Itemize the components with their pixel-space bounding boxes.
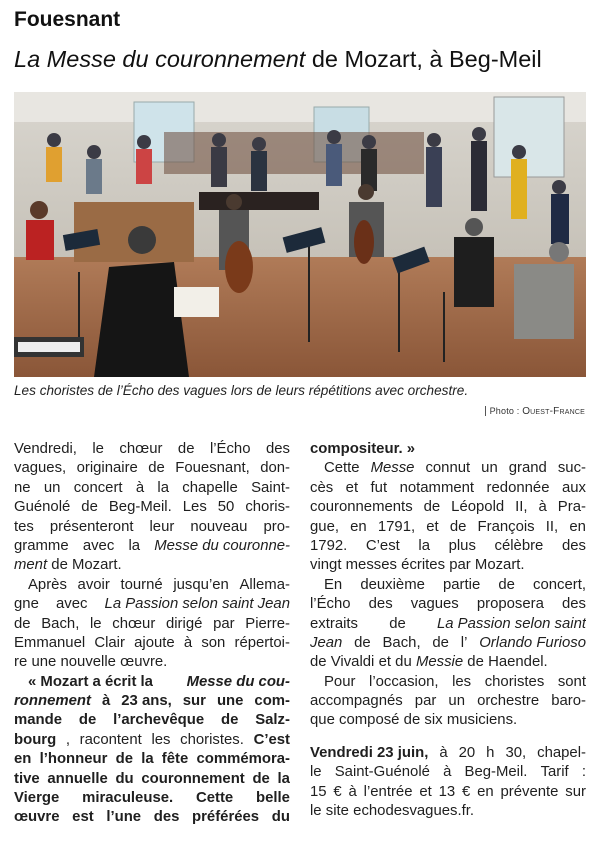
article-word: et — [378, 654, 391, 671]
article-word: La Passion selon saint — [436, 615, 586, 632]
article-line — [310, 802, 586, 821]
article-word: gramme — [14, 537, 69, 554]
article-line — [14, 808, 290, 827]
article-word: grand — [508, 460, 547, 477]
article-word: l’occasion, — [369, 673, 439, 690]
article-line — [310, 518, 586, 537]
article-word: le — [92, 441, 104, 457]
article-word: de — [220, 712, 239, 729]
article-word: miraculeuse. — [82, 790, 174, 807]
article-word: Allema- — [239, 576, 290, 593]
article-word: de — [403, 712, 421, 729]
article-line — [14, 692, 290, 711]
article-line — [14, 595, 290, 614]
headline-rest: de Mozart, à Beg-Meil — [305, 46, 542, 72]
article-word: à — [183, 634, 193, 651]
article-line — [14, 770, 290, 789]
article-word: Haendel. — [488, 654, 548, 671]
article-word: 1792. — [310, 537, 348, 554]
article-word: couronnement — [141, 770, 245, 787]
article-word: Vendredi, — [14, 441, 77, 457]
article-word: bourg — [14, 731, 57, 748]
article-word: du — [115, 770, 134, 787]
article-word: sur — [182, 693, 206, 710]
article-word: que — [310, 712, 335, 729]
article-word: redonnée — [486, 479, 550, 496]
article-word: écrites — [401, 557, 446, 574]
article-word: vingt — [310, 557, 342, 574]
article-word: cès — [310, 479, 334, 496]
article-word: Les — [182, 499, 207, 516]
article-word: à — [101, 693, 111, 710]
article-word: et — [345, 479, 359, 496]
article-word: € — [333, 783, 342, 800]
article-word: 20 — [458, 744, 476, 761]
article-word: Vierge — [14, 790, 60, 807]
article-line — [310, 692, 586, 711]
article-word: fête — [161, 751, 189, 768]
article-word: Léopold — [451, 499, 505, 516]
article-word: et — [426, 518, 439, 535]
article-word: dirigé — [165, 615, 203, 632]
photo-credit — [485, 406, 585, 417]
article-word: par — [414, 693, 437, 710]
article-word: la — [157, 479, 170, 496]
article-word: ne — [14, 479, 31, 496]
article-word: chapelle — [182, 479, 238, 496]
article-word: belle — [256, 790, 290, 807]
article-word: de — [423, 499, 441, 516]
article-word: six — [424, 712, 443, 729]
article-word: gne — [14, 596, 39, 613]
article-word: Emmanuel — [14, 634, 86, 651]
article-line — [310, 576, 586, 595]
article-word: musiciens. — [446, 712, 518, 729]
article-word: de — [449, 518, 467, 535]
article-line — [310, 763, 586, 782]
article-word: célèbre — [494, 537, 544, 554]
article-word: Saint-Guénolé — [334, 764, 430, 781]
article-word: est — [72, 809, 94, 826]
article-word: des — [561, 537, 586, 554]
article-column-2 — [310, 440, 586, 821]
article-word: à — [348, 783, 357, 800]
article-word: extraits — [310, 615, 358, 632]
headline-work-title: La Messe du couronnement — [14, 46, 306, 72]
article-word: originaire — [76, 460, 138, 477]
article-word: Messe — [370, 460, 415, 477]
article-word: Mozart. — [474, 557, 525, 574]
article-word: leur — [149, 518, 175, 535]
article-word: don- — [260, 460, 290, 477]
article-line — [14, 556, 290, 575]
article-line — [310, 673, 586, 692]
article-word: 30, — [505, 744, 527, 761]
article-word: 23 ans, — [121, 693, 172, 710]
article-word: echodesvagues.fr. — [353, 803, 475, 820]
article-word: de — [177, 441, 195, 457]
rehearsal-photo-illustration — [14, 92, 586, 377]
article-line — [310, 653, 586, 672]
article-word: II, — [545, 518, 559, 535]
article-word: Messe du cou- — [186, 673, 290, 690]
article-word: gue, — [310, 518, 339, 535]
article-photo — [14, 92, 586, 377]
article-word: de — [81, 499, 98, 516]
article-line — [310, 537, 586, 556]
article-word: Beg-Meil. — [464, 764, 528, 781]
article-word: orchestre — [477, 693, 540, 710]
article-word: partie — [442, 576, 481, 593]
article-word: com- — [254, 693, 290, 710]
article-word: fut — [370, 479, 388, 496]
article-word: jusqu’en — [173, 576, 229, 593]
article-word: Pierre- — [245, 615, 290, 632]
article-word: l’honneur — [39, 751, 108, 768]
article-word: messes — [345, 557, 397, 574]
article-word: la — [141, 751, 154, 768]
article-line — [14, 789, 290, 808]
article-word: une — [216, 693, 244, 710]
article-word: Pour — [324, 673, 356, 690]
article-word: plus — [448, 537, 476, 554]
article-word: Salz- — [255, 712, 290, 729]
article-word: à — [538, 499, 547, 516]
article-word: compositeur. » — [310, 441, 416, 457]
article-word: sont — [557, 673, 586, 690]
article-line — [310, 479, 586, 498]
article-word: chœur — [119, 441, 163, 457]
article-word: des — [368, 596, 393, 613]
article-line — [14, 479, 290, 498]
article-word: Orlando Furioso — [479, 634, 586, 651]
article-word: de — [78, 712, 97, 729]
article-column-1 — [14, 440, 290, 828]
article-word: Vivaldi — [330, 654, 375, 671]
article-word: 50 — [217, 499, 235, 516]
article-word: Guénolé — [14, 499, 71, 516]
article-word: du — [395, 654, 412, 671]
article-word: en — [14, 751, 32, 768]
article-word: présenteront — [49, 518, 134, 535]
article-word: suc- — [557, 460, 586, 477]
article-word: Vendredi 23 juin, — [310, 744, 429, 761]
article-line — [310, 440, 586, 459]
article-word: avoir — [77, 576, 110, 593]
article-word: par — [449, 557, 471, 574]
article-line — [310, 783, 586, 802]
article-word: le — [310, 764, 322, 781]
article-word: « Mozart a écrit la — [28, 673, 153, 690]
article-word: de — [310, 654, 327, 671]
article-word: des — [153, 809, 180, 826]
article-word: Fouesnant, — [175, 460, 250, 477]
article-line — [310, 744, 586, 763]
article-word: composé — [339, 712, 400, 729]
article-word: mande — [14, 712, 62, 729]
article-word: couronnements — [310, 499, 413, 516]
article-word: choristes. — [180, 731, 244, 748]
article-word: à — [443, 764, 452, 781]
article-word: de — [389, 615, 406, 632]
article-word: Après — [28, 576, 67, 593]
article-line — [14, 653, 290, 672]
article-word: de — [252, 770, 270, 787]
article-word: Tarif — [540, 764, 569, 781]
article-word: concert — [73, 479, 123, 496]
article-word: les — [452, 673, 472, 690]
article-word: re — [14, 654, 28, 671]
article-word: son — [201, 634, 226, 651]
article-word: La Passion selon saint Jean — [104, 596, 290, 613]
article-line — [14, 750, 290, 769]
article-word: nouvelle — [60, 654, 116, 671]
article-word: C’est — [365, 537, 400, 554]
article-word: de — [148, 460, 165, 477]
article-line — [14, 673, 290, 692]
article-word: prévente — [500, 783, 559, 800]
article-word: de — [354, 634, 371, 651]
article-word: du — [271, 809, 290, 826]
photo-credit-label: Photo : — [485, 406, 520, 416]
article-word: tes — [14, 518, 34, 535]
article-word: l’Écho — [310, 596, 351, 613]
article-word: des — [561, 596, 586, 613]
article-word: des — [265, 441, 290, 457]
article-word: chœur — [112, 615, 156, 632]
article-word: h — [486, 744, 495, 761]
article-headline — [14, 46, 542, 73]
article-word: , — [65, 731, 70, 748]
article-word: accompagnés — [310, 693, 403, 710]
article-word: Messe du couronne- — [154, 537, 290, 554]
article-word: la — [128, 537, 141, 554]
article-word: à — [439, 744, 448, 761]
article-line — [14, 731, 290, 750]
article-line — [310, 615, 586, 634]
article-line — [14, 615, 290, 634]
article-line — [14, 440, 290, 459]
article-word: Cette — [195, 790, 234, 807]
article-word: pro- — [263, 518, 290, 535]
article-word: ment — [14, 557, 48, 574]
article-word: la — [418, 537, 430, 554]
article-word: le — [310, 803, 322, 820]
article-word: : — [581, 764, 586, 781]
article-word: l’ — [460, 634, 468, 651]
article-word: les — [151, 731, 171, 748]
article-word: Messie — [415, 654, 464, 671]
article-word: commémora- — [196, 751, 290, 768]
article-word: l’Écho — [209, 441, 251, 457]
section-rubric: Fouesnant — [14, 8, 121, 31]
article-word: € — [461, 783, 471, 800]
article-word: Bach, — [382, 634, 421, 651]
article-line — [310, 731, 586, 744]
article-word: œuvre. — [120, 654, 168, 671]
article-word: François — [477, 518, 535, 535]
article-line — [310, 595, 586, 614]
article-word: avec — [82, 537, 115, 554]
article-word: par — [213, 615, 235, 632]
article-word: chapel- — [537, 744, 586, 761]
article-word: 1791, — [377, 518, 416, 535]
article-word: Pra- — [557, 499, 586, 516]
article-word: de — [14, 615, 31, 632]
article-word: et — [419, 783, 432, 800]
article-line — [310, 634, 586, 653]
photo-credit-org: Ouest-France — [522, 406, 585, 417]
article-word: connut — [425, 460, 471, 477]
article-word: notamment — [399, 479, 475, 496]
article-word: deuxième — [360, 576, 425, 593]
article-word: Beg-Meil. — [108, 499, 172, 516]
article-word: à — [135, 479, 145, 496]
article-word: le — [90, 615, 102, 632]
article-word: en — [569, 518, 586, 535]
article-word: sur — [565, 783, 586, 800]
article-word: Clair — [94, 634, 125, 651]
article-word: tourné — [120, 576, 163, 593]
article-word: Saint- — [251, 479, 290, 496]
article-word: l’une — [106, 809, 142, 826]
article-word: Cette — [324, 460, 360, 477]
article-line — [14, 711, 290, 730]
article-word: vagues, — [14, 460, 67, 477]
article-word: proposera — [476, 596, 544, 613]
article-word: annuelle — [47, 770, 108, 787]
article-word: de Mozart. — [51, 557, 122, 574]
article-word: C’est — [253, 731, 290, 748]
article-word: tive — [14, 770, 40, 787]
article-word: de — [115, 751, 133, 768]
article-line — [310, 498, 586, 517]
article-word: site — [325, 803, 349, 820]
article-word: vagues — [410, 596, 459, 613]
article-line — [310, 459, 586, 478]
article-word: racontent — [79, 731, 142, 748]
article-word: ajoute — [134, 634, 175, 651]
article-word: En — [324, 576, 343, 593]
photo-caption: Les choristes de l’Écho des vagues lors de leurs répétitions avec orchestre. — [14, 383, 469, 398]
article-line — [14, 498, 290, 517]
article-word: de — [498, 576, 515, 593]
article-word: répertoi- — [234, 634, 290, 651]
article-word: 15 — [310, 783, 327, 800]
article-word: en — [477, 783, 494, 800]
article-word: concert, — [533, 576, 586, 593]
article-word: aux — [561, 479, 586, 496]
article-word: œuvre — [14, 809, 60, 826]
article-line — [14, 576, 290, 595]
article-word: avec — [55, 596, 88, 613]
article-word: Jean — [310, 634, 343, 651]
article-word: l’archevêque — [113, 712, 205, 729]
article-word: de — [467, 654, 484, 671]
article-word: choristes — [484, 673, 545, 690]
article-line — [14, 634, 290, 653]
article-word: la — [277, 770, 290, 787]
article-word: de — [432, 634, 449, 651]
article-word: un — [481, 460, 498, 477]
article-word: l’entrée — [363, 783, 413, 800]
article-word: une — [31, 654, 57, 671]
article-word: choris- — [245, 499, 290, 516]
article-word: un — [43, 479, 61, 496]
article-word: Bach, — [41, 615, 80, 632]
article-word: II, — [515, 499, 528, 516]
article-line — [14, 518, 290, 537]
article-line — [310, 556, 586, 575]
article-line — [14, 537, 290, 556]
article-word: ronnement — [14, 693, 91, 710]
article-word: en — [350, 518, 367, 535]
article-line — [14, 459, 290, 478]
article-word: nouveau — [190, 518, 248, 535]
article-word: 13 — [438, 783, 456, 800]
article-word: un — [448, 693, 465, 710]
article-line — [310, 711, 586, 730]
article-word: baro- — [551, 693, 586, 710]
article-word: préférées — [192, 809, 260, 826]
